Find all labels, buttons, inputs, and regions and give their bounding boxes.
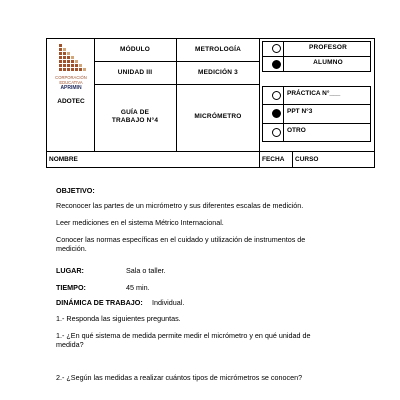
type-box-divider: [283, 86, 284, 142]
ppt-radio[interactable]: [272, 109, 281, 118]
profesor-label: PROFESOR: [308, 44, 348, 51]
logo-text: EDUCATIVA: [59, 79, 83, 85]
type-box-divider: [262, 104, 371, 105]
guia-label-line: GUÍA DE: [120, 109, 150, 116]
table-divider: [259, 38, 260, 168]
logo-text: CORPORACIÓN: [55, 75, 87, 80]
tiempo-label: TIEMPO:: [56, 283, 86, 292]
alumno-label: ALUMNO: [313, 59, 343, 66]
question-2: 2.- ¿Según las medidas a realizar cuántos tipos de micrómetros se conocen?: [56, 373, 303, 382]
table-border: [46, 151, 375, 152]
table-divider: [94, 38, 95, 151]
type-box-divider: [262, 123, 371, 124]
modulo-label: MÓDULO: [119, 46, 151, 53]
ppt-label: PPT N°3: [287, 108, 313, 115]
unidad-value: MEDICIÓN 3: [198, 69, 238, 76]
practica-label: PRÁCTICA N°___: [287, 90, 341, 97]
question-1: 1.- ¿En qué sistema de medida permite medir el micrómetro y en qué unidad de: [56, 331, 311, 340]
modulo-value: METROLOGÍA: [194, 46, 242, 53]
profesor-radio[interactable]: [272, 44, 281, 53]
practica-radio[interactable]: [272, 91, 281, 100]
logo-wordmark: APRIMIN: [60, 85, 82, 91]
table-border: [374, 38, 375, 168]
instruction: 1.- Responda las siguientes preguntas.: [56, 314, 181, 323]
alumno-radio[interactable]: [272, 60, 281, 69]
lugar-label: LUGAR:: [56, 266, 84, 275]
table-divider: [292, 151, 293, 168]
role-box-divider: [262, 56, 371, 57]
org-name: ADOTEC: [57, 98, 85, 105]
dinamica-label: DINÁMICA DE TRABAJO:: [56, 298, 143, 307]
header-table: [46, 38, 375, 168]
unidad-label: UNIDAD III: [117, 69, 153, 76]
otro-radio[interactable]: [272, 128, 281, 137]
otro-label: OTRO: [287, 127, 306, 134]
objetivo-item: Conocer las normas específicas en el cuidado y utilización de instrumentos de: [56, 235, 306, 244]
guia-value: MICRÓMETRO: [194, 113, 242, 120]
objetivo-item: Leer mediciones en el sistema Métrico Internacional.: [56, 218, 224, 227]
table-border: [46, 167, 375, 168]
table-border: [46, 38, 47, 168]
objetivo-item: Reconocer las partes de un micrómetro y sus diferentes escalas de medición.: [56, 201, 304, 210]
table-divider: [94, 61, 260, 62]
objetivo-item-cont: medición.: [56, 244, 87, 253]
table-border: [46, 38, 375, 39]
guia-label-line: TRABAJO N°4: [111, 117, 159, 124]
question-1-cont: medida?: [56, 340, 84, 349]
table-divider: [176, 38, 177, 151]
guia-label: [94, 109, 176, 125]
lugar-value: Sala o taller.: [126, 266, 166, 275]
curso-label: CURSO: [295, 156, 319, 163]
objetivo-label: OBJETIVO:: [56, 186, 95, 195]
fecha-label: FECHA: [262, 156, 285, 163]
dinamica-value: Individual.: [152, 298, 185, 307]
nombre-label: NOMBRE: [49, 156, 78, 163]
table-divider: [94, 84, 260, 85]
tiempo-value: 45 min.: [126, 283, 150, 292]
logo-icon: [52, 42, 90, 76]
